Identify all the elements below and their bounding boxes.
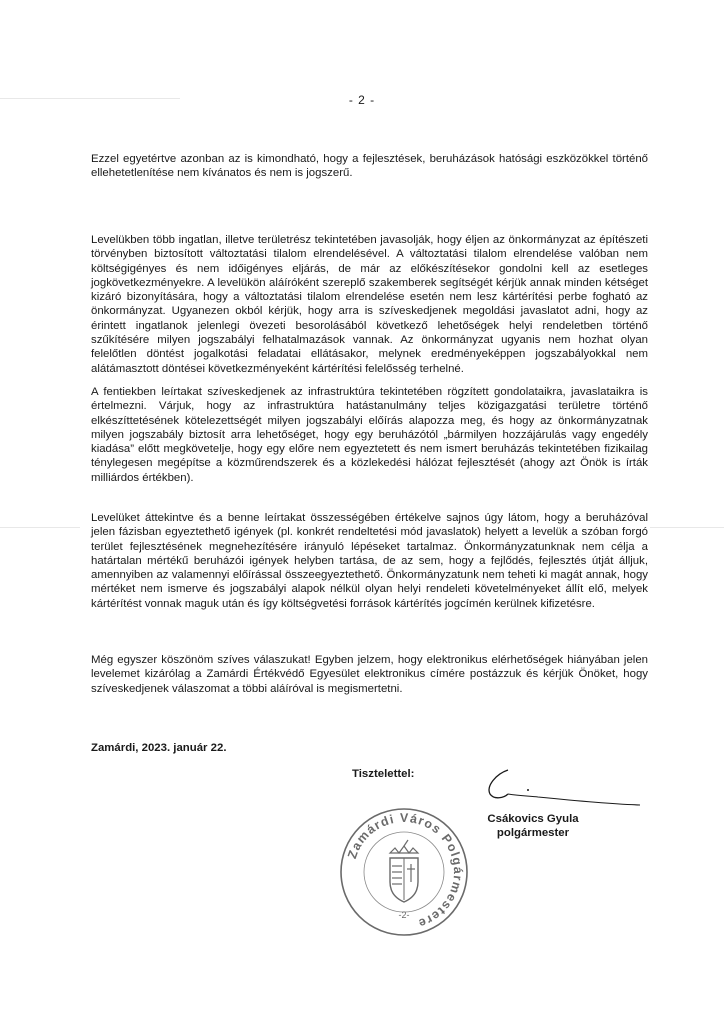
signer-name: Csákovics Gyula bbox=[487, 813, 579, 825]
paragraph-5: Még egyszer köszönöm szíves válaszukat! Egyben jelzem, hogy elektronikus elérhetőségek hiányában jelen levelemet kizárólag a Zamárdi Értékvédő Egyesület elektronikus címére postázzuk és kérjük Önöket, hogy szíveskedjenek válaszomat a többi aláíróval is megismertetni. bbox=[91, 654, 648, 695]
signer-block bbox=[468, 812, 598, 840]
scan-artifact bbox=[0, 527, 80, 528]
handwritten-signature bbox=[468, 760, 648, 820]
signer-title: polgármester bbox=[496, 827, 570, 839]
official-stamp bbox=[338, 806, 470, 938]
date-line: Zamárdi, 2023. január 22. bbox=[91, 742, 227, 754]
paragraph-2: Levelükben több ingatlan, illetve terület​rész tekintetében javasolják, hogy éljen az önkormányzat az építészeti törvényben biztosított változtatási tilalom elrendelésével. A változtatási tilalom elrendelése valóban nem költségigényes és nem időigényes eljárás, de már az előkészítésekor gondolni kell az esetleges jogkövetkezményekre. A levelükön aláíróként szereplő szakemberek segítségét kérjük annak minden kétséget kizáró bizonyítására, hogy a változtatási tilalom elrendelése esetén nem lesz kártérítési perbe fogható az önkormányzat. Ugyanezen okból kérjük, hogy arra is szíveskedjenek megoldási javaslatot adni, hogy az érintett ingatlanok jelenlegi övezeti besorolásából következő lehetőségek helyi rendeletben történő szűkítésére milyen jogszabályi felhatalmazások vannak. Az önkormányzat ugyanis nem hozhat olyan felelőtlen döntést jogalkotási feladatai ellátásakor, melynek eredményeképpen jogszabályokkal nem alátámasztott döntései következményeként kártérítési felelősség terhelné. bbox=[91, 234, 648, 375]
closing-greeting: Tisztelettel: bbox=[352, 768, 415, 780]
svg-text:Zamárdi Város Polgármestere: Zamárdi Város Polgármestere bbox=[345, 810, 466, 931]
paragraph-3: A fentiekben leírtakat szíveskedjenek az infrastruktúra tekintetében rögzített gondolataikra, javaslataikra is értelmezni. Várjuk, hogy az infrastruktúra hatástanulmány teljes közigazgatási területre történő elkészíttetésének kötelezettségét milyen jogszabályi előírás alapozza meg, és hogy az önkormányzatnak milyen jogszabály biztosít arra lehetőséget, hogy egy beruházótól „bármilyen hozzájárulás vagy engedély kiadása” előtt megkövetelje, hogy egy előre nem egyeztetett és nem ismert beruházás tekintetében fizikailag ténylegesen megépítse a közműrendszerek és a közlekedési hálózat fejlesztését (ahogy azt Önök is írták milliárdos értékben). bbox=[91, 386, 648, 484]
page-number: - 2 - bbox=[348, 93, 376, 107]
stamp-number: -2- bbox=[398, 910, 410, 920]
scan-artifact bbox=[650, 527, 724, 528]
paragraph-4: Levelüket áttekintve és a benne leírtakat összességében értékelve sajnos úgy látom, hogy a beruházóval jelen fázisban egyeztethető igények (pl. konkrét rendeltetési mód javaslatok) helyett a levelük a szóban forgó terület fejlesztésének megnehezítésére irányuló lépéseket tartalmaz. Önkormányzatunknak nem célja a határtalan mértékű beruházói igények helyben tartása, de az sem, hogy a fejlődés, fejlesztés útját álljuk, amennyiben az valamennyi előírással összeegyeztethető. Önkormányzatunk nem teheti ki magát annak, hogy mértéket nem ismerve és jogszabályi alapok nélkül olyan helyi rendeleti követelményeket állít elő, melyek kártérítést vonnak maguk után és így költségvetési források kártérítés jogcímén kerülnek kifizetésre. bbox=[91, 512, 648, 610]
coat-of-arms-icon bbox=[390, 840, 418, 902]
paragraph-1: Ezzel egyetértve azonban az is kimondható, hogy a fejlesztések, beruházások hatósági eszközökkel történő ellehetetlenítése nem kívánatos és nem is jogszerű. bbox=[91, 153, 648, 180]
